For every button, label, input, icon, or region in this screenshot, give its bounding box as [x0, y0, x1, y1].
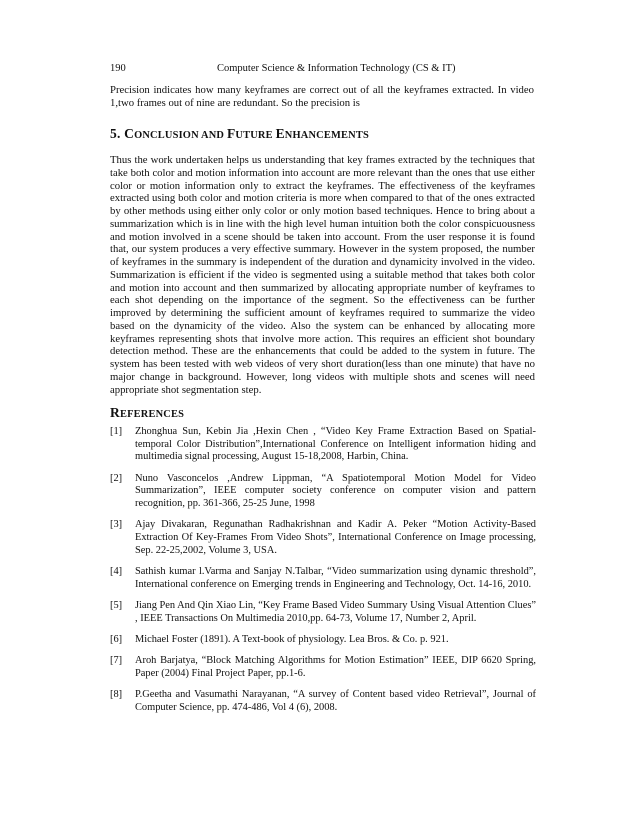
reference-item [110, 634, 536, 647]
reference-number: [7] [110, 655, 123, 667]
reference-number: [1] [110, 426, 123, 437]
reference-item [110, 566, 536, 591]
reference-number: [5] [110, 600, 123, 612]
reference-item [110, 600, 536, 625]
heading-part: C [124, 126, 135, 141]
heading-part: UTURE [235, 130, 276, 141]
reference-text: P.Geetha and Vasumathi Narayanan, “A survey of Content based video Retrieval”, Journal of Computer Science, pp. 474-486, Vol 4 (6), 2008. [135, 689, 536, 714]
reference-number: [2] [110, 472, 123, 484]
reference-item [110, 689, 536, 714]
heading-part: EFERENCES [119, 409, 185, 420]
reference-item [110, 655, 536, 680]
reference-number: [4] [110, 566, 123, 578]
heading-part: F [226, 126, 236, 141]
reference-text: Aroh Barjatya, “Block Matching Algorithms for Motion Estimation” IEEE, DIP 6620 Spring, Paper (2004) Final Project Paper, pp.1-6. [135, 655, 536, 680]
heading-part: ONCLUSION AND [134, 130, 227, 141]
reference-text: Nuno Vasconcelos ,Andrew Lippman, “A Spatiotemporal Motion Model for Video Summarization”, IEEE computer society conference on computer vision and pattern recognition, pp. 361-366, 25-25 June, 1998 [135, 472, 536, 510]
reference-number: [3] [110, 519, 123, 531]
reference-list [110, 426, 536, 723]
section-heading-references [110, 405, 184, 421]
page-number: 190 [110, 63, 126, 74]
heading-part: R [110, 405, 120, 420]
reference-number: [6] [110, 634, 123, 646]
section-heading-conclusion [110, 126, 369, 142]
reference-item [110, 519, 536, 557]
reference-text: Sathish kumar l.Varma and Sanjay N.Talbar, “Video summarization using dynamic threshold”, International conference on Emerging trends in Engineering and Technology, Oct. 14-16, 2010. [135, 566, 536, 590]
reference-text: Zhonghua Sun, Kebin Jia ,Hexin Chen , “Video Key Frame Extraction Based on Spatial-temporal Color Distribution”,International Conference on Intelligent information hiding and multimedia signal processing, August 15-18,2008, Harbin, China. [135, 426, 536, 463]
conclusion-paragraph: Thus the work undertaken helps us understanding that key frames extracted by the techniques that take both color and motion information into account are more relevant than the ones that use either color or motion information only to extract the keyframes. The effectiveness of the keyframes extracted using both color and motion criteria is more when compared to that of the ones extracted by other methods using either only color or only motion based techniques. Hence to bring about a summarization which is in line with the high level human intuition both the color conspicuousness and motion involved in a scene should be taken into account. From the user response it is found that, our system produces a very effective summary. However in the system proposed, the number of keyframes in the summary is independent of the duration and dynamicity involved in the video. Summarization is efficient if the video is segmented using a suitable method that takes both color and motion into account and then summarized by allocating appropriate number of keyframes to each shot depending on the importance of the segment. So the effectiveness can be further improved by determining the sufficient amount of keyframes required to summarize the video based on the dynamicity of the video. Also the system can be enhanced by allocating more keyframes representing shots that involve more action. This requires an efficient shot boundary detection method. These are the enhancements that could be added to the system in future. The system has been tested with web videos of very short duration(less than one minute) that have no major change in background. However, long videos with multiple shots and scenes will need appropriate shot segmentation step. [110, 154, 535, 396]
heading-part: NHANCEMENTS [284, 130, 369, 141]
reference-number: [8] [110, 689, 123, 701]
running-title: Computer Science & Information Technology (CS & IT) [217, 63, 456, 74]
reference-item [110, 473, 536, 511]
intro-paragraph: Precision indicates how many keyframes are correct out of all the keyframes extracted. In video 1,two frames out of nine are redundant. So the precision is [110, 84, 534, 109]
heading-part: E [275, 126, 285, 141]
reference-text: Michael Foster (1891). A Text-book of physiology. Lea Bros. & Co. p. 921. [135, 634, 449, 646]
reference-item [110, 426, 536, 464]
section-number: 5. [110, 126, 121, 141]
reference-text: Jiang Pen And Qin Xiao Lin, “Key Frame Based Video Summary Using Visual Attention Clues” , IEEE Transactions On Multimedia 2010,pp. 64-73, Volume 17, Number 2, April. [135, 600, 536, 624]
reference-text: Ajay Divakaran, Regunathan Radhakrishnan and Kadir A. Peker “Motion Activity-Based Extraction Of Key-Frames From Video Shots”, International Conference on Image processing, Sep. 22-25,2002, Volume 3, USA. [135, 519, 536, 556]
